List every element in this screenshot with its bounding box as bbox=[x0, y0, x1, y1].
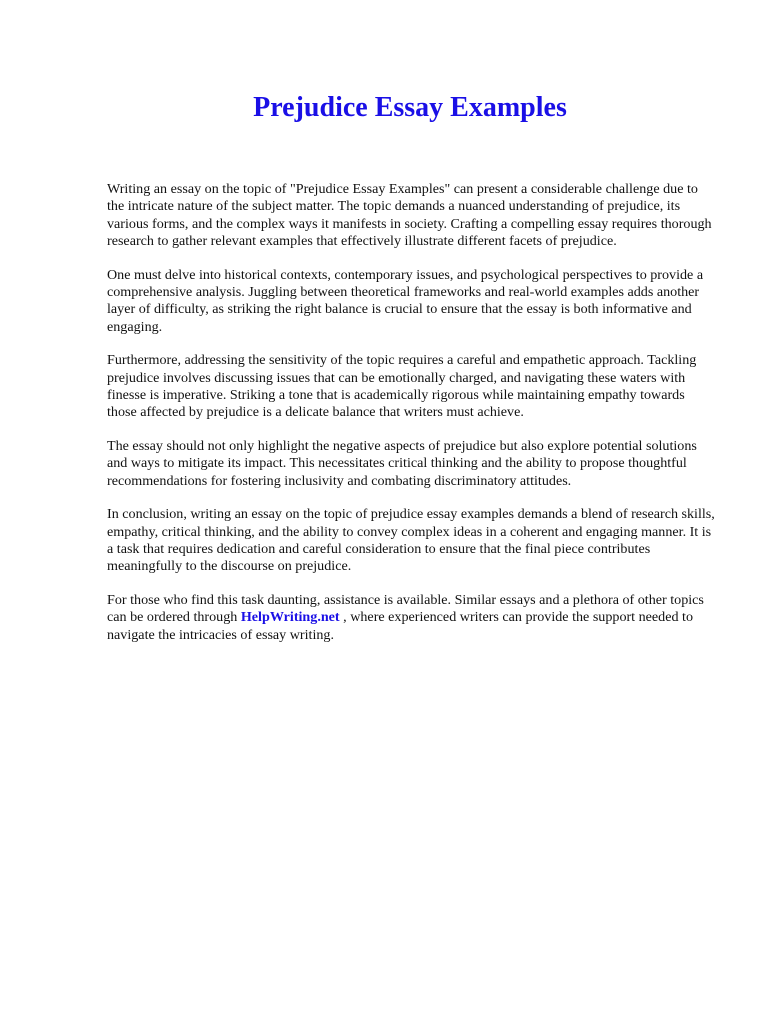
paragraph-2: One must delve into historical contexts, contemporary issues, and psychological perspectives to provide a comprehensive analysis. Juggling between theoretical frameworks and real-world examples adds another layer of difficulty, as striking the right balance is crucial to ensure that the essay is both informative and engaging. bbox=[107, 266, 704, 335]
paragraph-3: Furthermore, addressing the sensitivity of the topic requires a careful and empathetic approach. Tackling prejudice involves discussing issues that can be emotionally charged, and navigating these waters with finesse is imperative. Striking a tone that is academically rigorous while maintaining empathy towards those affected by prejudice is a delicate balance that writers must achieve. bbox=[107, 352, 697, 421]
helpwriting-link[interactable]: HelpWriting.net bbox=[240, 609, 340, 626]
paragraph-6-text-after-link: , where experienced writers can provide the support needed to navigate the intricacies of essay writing. bbox=[107, 609, 694, 643]
paragraph-6-text-before-link: For those who find this task daunting, assistance is available. Similar essays and a plethora of other topics can be ordered through bbox=[107, 591, 704, 626]
paragraph-1: Writing an essay on the topic of "Prejudice Essay Examples" can present a considerable challenge due to the intricate nature of the subject matter. The topic demands a nuanced understanding of prejudice, its various forms, and the complex ways it manifests in society. Crafting a compelling essay requires thorough research to gather relevant examples that effectively illustrate different facets of prejudice. bbox=[107, 181, 712, 250]
paragraph-5: In conclusion, writing an essay on the topic of prejudice essay examples demands a blend of research skills, empathy, critical thinking, and the ability to convey complex ideas in a coherent and engaging manner. It is a task that requires dedication and careful consideration to ensure that the final piece contributes meaningfully to the discourse on prejudice. bbox=[107, 506, 715, 575]
document-title: Prejudice Essay Examples bbox=[253, 92, 567, 123]
document-body bbox=[107, 181, 715, 660]
paragraph-4: The essay should not only highlight the negative aspects of prejudice but also explore potential solutions and ways to mitigate its impact. This necessitates critical thinking and the ability to propose thoughtful recommendations for fostering inclusivity and combating discriminatory attitudes. bbox=[107, 437, 697, 489]
paragraph-6 bbox=[107, 592, 715, 644]
